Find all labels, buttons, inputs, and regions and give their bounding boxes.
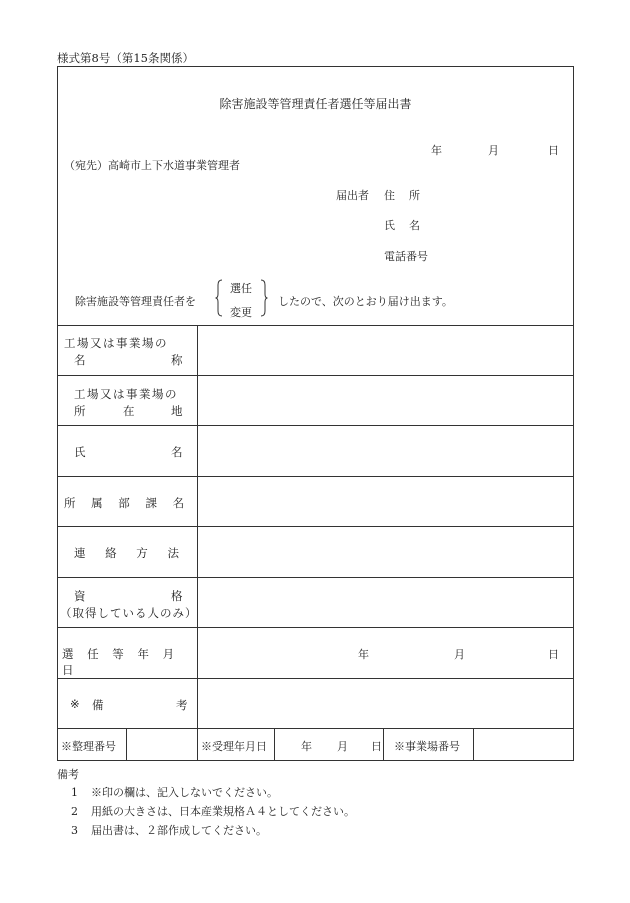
- received-date-label-cell: [198, 729, 275, 760]
- department-field[interactable]: [198, 477, 573, 527]
- form-title: 除害施設等管理責任者選任等届出書: [219, 97, 412, 111]
- table-row: [58, 376, 573, 427]
- date-year-label: 年: [431, 144, 442, 157]
- name-label: 氏名: [384, 219, 434, 232]
- qualification-field[interactable]: [198, 578, 573, 628]
- row-label-appointment-date: [58, 628, 198, 678]
- table-row: [58, 325, 573, 376]
- note-number: 2: [71, 805, 78, 818]
- date-month-label: 月: [454, 648, 465, 661]
- name-field[interactable]: [198, 426, 573, 476]
- table-row: [58, 578, 573, 629]
- office-use-row: [58, 729, 573, 762]
- label-line: （取得している人のみ）: [60, 605, 198, 620]
- phone-label: 電話番号: [384, 250, 428, 263]
- label-line: 所 属 部 課 名: [64, 495, 191, 510]
- date-year-label: 年: [358, 648, 369, 661]
- label-char: 名: [171, 445, 183, 459]
- ref-no-field[interactable]: [127, 729, 198, 760]
- label-line: 連 絡 方 法: [74, 546, 187, 560]
- table-row: [58, 527, 573, 578]
- note-text: 届出書は、２部作成してください。: [91, 824, 267, 837]
- factory-name-field[interactable]: [198, 325, 573, 375]
- label-char: 格: [171, 588, 183, 603]
- table-row: [58, 477, 573, 528]
- received-date-field[interactable]: [275, 729, 384, 760]
- date-month-label: 月: [488, 144, 499, 157]
- applicant-label: 届出者: [336, 189, 369, 202]
- label-char: 称: [171, 353, 183, 367]
- label-line: 工場又は事業場の: [74, 386, 178, 401]
- factory-location-field[interactable]: [198, 376, 573, 426]
- form-header-section: [58, 67, 573, 326]
- business-no-label-cell: [384, 729, 474, 760]
- choice-appoint: 選任: [230, 282, 252, 295]
- label-char: 氏: [74, 445, 86, 459]
- received-date-label: ※受理年月日: [201, 740, 267, 753]
- date-day-label: 日: [548, 144, 559, 157]
- row-label-contact: [58, 527, 198, 577]
- asterisk-mark: ※: [70, 696, 80, 711]
- address-label: 住所: [384, 189, 434, 202]
- note-number: 3: [71, 824, 78, 837]
- business-no-field[interactable]: [474, 729, 573, 760]
- addressee: （宛先）高崎市上下水道事業管理者: [64, 159, 240, 172]
- choice-change: 変更: [230, 306, 252, 319]
- date-day-label: 日: [371, 740, 382, 753]
- statement-prefix: 除害施設等管理責任者を: [75, 295, 196, 308]
- note-text: ※印の欄は、記入しないでください。: [91, 786, 278, 799]
- contact-field[interactable]: [198, 527, 573, 577]
- note-text: 用紙の大きさは、日本産業規格Ａ４としてください。: [91, 805, 355, 818]
- ref-no-label-cell: [58, 729, 127, 760]
- table-row: [58, 628, 573, 679]
- table-row: [58, 679, 573, 730]
- note-item: [71, 822, 267, 838]
- statement-suffix: したので、次のとおり届け出ます。: [278, 295, 453, 308]
- label-char: 考: [176, 697, 188, 712]
- note-number: 1: [71, 786, 78, 799]
- notes-heading: 備考: [57, 768, 79, 781]
- label-char: 所: [74, 403, 86, 418]
- ref-no-label: ※整理番号: [61, 740, 116, 753]
- label-char: 備: [92, 697, 104, 712]
- right-brace-icon: [260, 279, 268, 317]
- date-year-label: 年: [301, 740, 312, 753]
- row-label-factory-location: [58, 376, 198, 426]
- row-label-qualification: [58, 578, 198, 628]
- date-month-label: 月: [337, 740, 348, 753]
- left-brace-icon: [215, 279, 223, 317]
- row-label-factory-name: [58, 325, 198, 375]
- business-no-label: ※事業場番号: [394, 740, 460, 753]
- label-char: 在: [123, 403, 135, 418]
- label-char: 地: [171, 403, 183, 418]
- row-label-department: [58, 477, 198, 527]
- row-label-name: [58, 426, 198, 476]
- form-number: 様式第8号（第15条関係）: [57, 51, 194, 65]
- label-char: 資: [74, 588, 86, 603]
- row-label-remarks: [58, 679, 198, 729]
- remarks-field[interactable]: [198, 679, 573, 729]
- note-item: [71, 803, 355, 819]
- date-day-label: 日: [548, 648, 559, 661]
- form-frame: [57, 66, 574, 761]
- label-char: 名: [74, 353, 86, 367]
- label-line: 工場又は事業場の: [64, 336, 168, 350]
- form-rows: [58, 325, 573, 729]
- note-item: [71, 784, 278, 800]
- label-line: 選 任 等 年 月 日: [62, 647, 180, 677]
- appointment-date-field[interactable]: [198, 628, 573, 678]
- table-row: [58, 426, 573, 477]
